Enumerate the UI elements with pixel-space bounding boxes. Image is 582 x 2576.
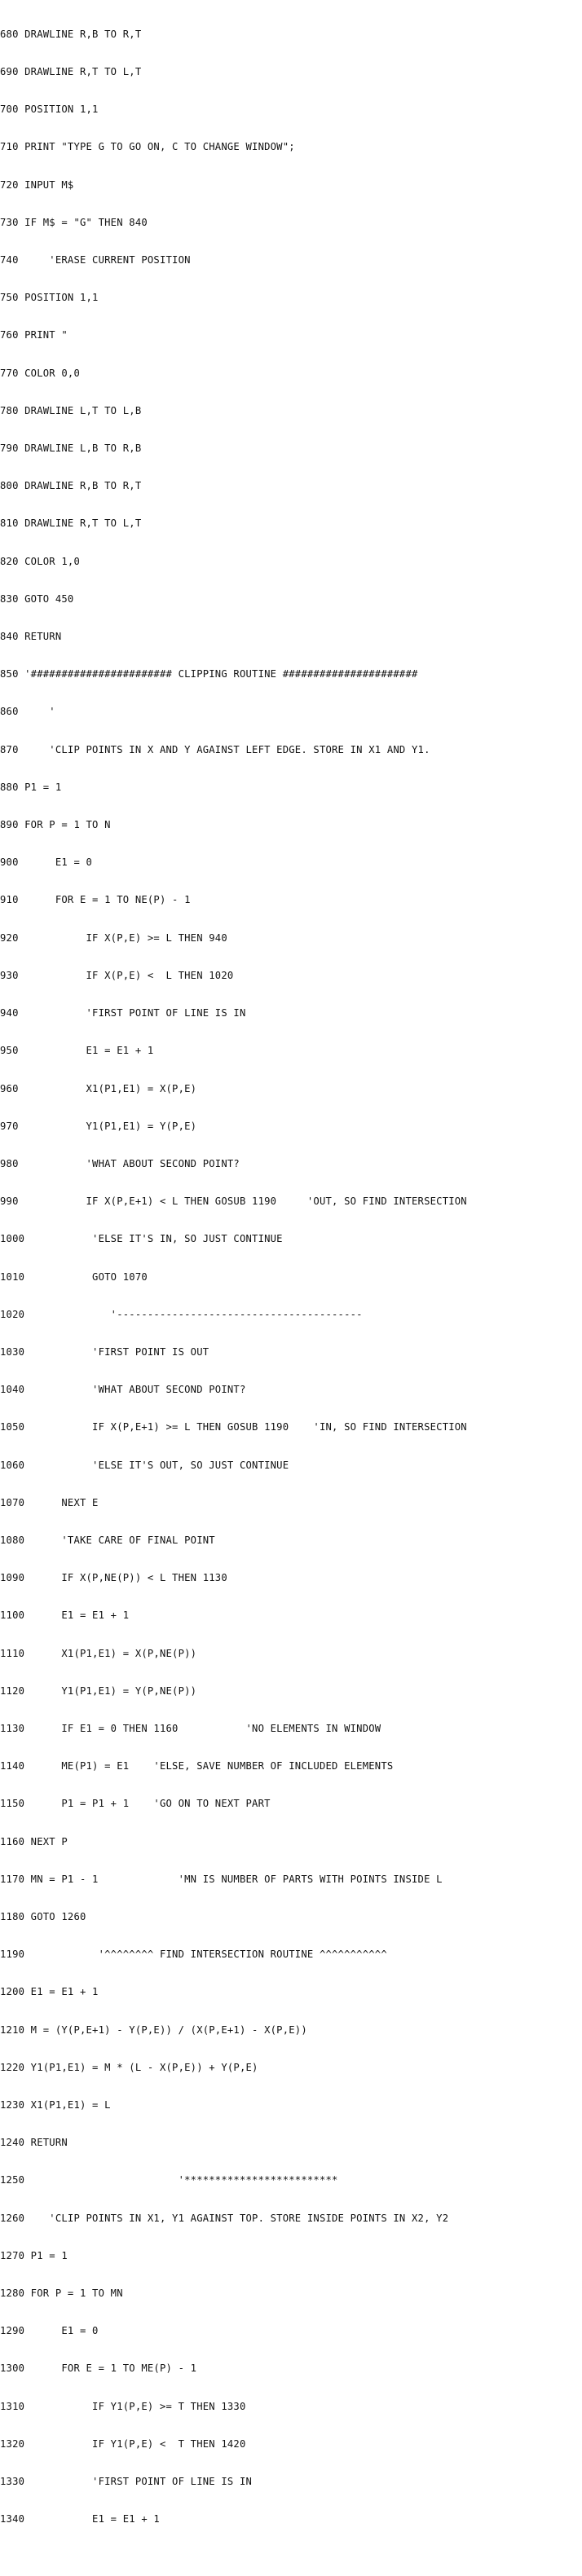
code-line: 1190 '^^^^^^^^ FIND INTERSECTION ROUTINE ^^^^^^^^^^^ <box>0 1949 387 1961</box>
code-line: 870 'CLIP POINTS IN X AND Y AGAINST LEFT EDGE. STORE IN X1 AND Y1. <box>0 743 430 755</box>
program-listing <box>0 3 582 2576</box>
code-line: 1340 E1 = E1 + 1 <box>0 2513 160 2525</box>
code-line: 1210 M = (Y(P,E+1) - Y(P,E)) / (X(P,E+1) - X(P,E)) <box>0 2023 307 2036</box>
code-line: 1040 'WHAT ABOUT SECOND POINT? <box>0 1384 246 1396</box>
code-line: 1030 'FIRST POINT IS OUT <box>0 1345 209 1358</box>
code-line: 990 IF X(P,E+1) < L THEN GOSUB 1190 'OUT, SO FIND INTERSECTION <box>0 1196 467 1208</box>
code-line: 1310 IF Y1(P,E) >= T THEN 1330 <box>0 2400 246 2412</box>
code-line: 720 INPUT M$ <box>0 178 74 191</box>
code-line: 1250 '************************* <box>0 2174 338 2186</box>
code-line: 1010 GOTO 1070 <box>0 1270 148 1283</box>
code-line: 1050 IF X(P,E+1) >= L THEN GOSUB 1190 'IN, SO FIND INTERSECTION <box>0 1421 467 1433</box>
code-line: 880 P1 = 1 <box>0 781 62 793</box>
code-line: 1100 E1 = E1 + 1 <box>0 1609 130 1622</box>
code-line: 1130 IF E1 = 0 THEN 1160 'NO ELEMENTS IN WINDOW <box>0 1722 381 1734</box>
code-line: 960 X1(P1,E1) = X(P,E) <box>0 1082 197 1094</box>
code-line: 950 E1 = E1 + 1 <box>0 1045 154 1057</box>
code-line: 1220 Y1(P1,E1) = M * (L - X(P,E)) + Y(P,E) <box>0 2061 258 2073</box>
code-line: 1200 E1 = E1 + 1 <box>0 1986 99 1998</box>
code-line: 1110 X1(P1,E1) = X(P,NE(P)) <box>0 1647 197 1659</box>
code-line: 680 DRAWLINE R,B TO R,T <box>0 28 142 40</box>
code-line: 820 COLOR 1,0 <box>0 555 80 567</box>
code-line: 1320 IF Y1(P,E) < T THEN 1420 <box>0 2437 246 2450</box>
code-line: 850 '####################### CLIPPING ROUTINE ###################### <box>0 668 418 680</box>
code-line: 810 DRAWLINE R,T TO L,T <box>0 517 142 530</box>
code-line: 1060 'ELSE IT'S OUT, SO JUST CONTINUE <box>0 1459 289 1471</box>
code-line: 920 IF X(P,E) >= L THEN 940 <box>0 931 227 944</box>
code-line: 1020 '---------------------------------------- <box>0 1308 363 1320</box>
code-line: 1160 NEXT P <box>0 1835 68 1847</box>
code-line: 980 'WHAT ABOUT SECOND POINT? <box>0 1157 240 1169</box>
code-line: 1300 FOR E = 1 TO ME(P) - 1 <box>0 2362 197 2375</box>
code-line: 1080 'TAKE CARE OF FINAL POINT <box>0 1534 215 1546</box>
code-line: 840 RETURN <box>0 631 62 643</box>
code-line: 710 PRINT "TYPE G TO GO ON, C TO CHANGE WINDOW"; <box>0 141 295 153</box>
code-line: 760 PRINT " <box>0 329 68 341</box>
code-line: 930 IF X(P,E) < L THEN 1020 <box>0 969 234 981</box>
code-line: 1290 E1 = 0 <box>0 2325 99 2337</box>
code-line: 1120 Y1(P1,E1) = Y(P,NE(P)) <box>0 1684 197 1697</box>
code-line: 790 DRAWLINE L,B TO R,B <box>0 443 142 455</box>
code-line: 1330 'FIRST POINT OF LINE IS IN <box>0 2476 253 2488</box>
code-line: 1180 GOTO 1260 <box>0 1910 86 1922</box>
code-line: 700 POSITION 1,1 <box>0 103 99 116</box>
code-line: 770 COLOR 0,0 <box>0 367 80 379</box>
code-line: 1070 NEXT E <box>0 1496 99 1508</box>
code-line: 1140 ME(P1) = E1 'ELSE, SAVE NUMBER OF INCLUDED ELEMENTS <box>0 1760 394 1772</box>
code-line: 740 'ERASE CURRENT POSITION <box>0 254 191 266</box>
code-line: 800 DRAWLINE R,B TO R,T <box>0 480 142 492</box>
code-line: 1170 MN = P1 - 1 'MN IS NUMBER OF PARTS WITH POINTS INSIDE L <box>0 1873 443 1885</box>
code-line: 1280 FOR P = 1 TO MN <box>0 2288 123 2299</box>
code-line: 1090 IF X(P,NE(P)) < L THEN 1130 <box>0 1572 227 1584</box>
code-line: 910 FOR E = 1 TO NE(P) - 1 <box>0 894 191 906</box>
code-line: 1270 P1 = 1 <box>0 2249 68 2261</box>
code-line: 1000 'ELSE IT'S IN, SO JUST CONTINUE <box>0 1233 283 1245</box>
code-line: 830 GOTO 450 <box>0 592 74 605</box>
code-line: 750 POSITION 1,1 <box>0 292 99 304</box>
code-line: 1230 X1(P1,E1) = L <box>0 2098 111 2111</box>
code-line: 860 ' <box>0 706 55 718</box>
code-line: 780 DRAWLINE L,T TO L,B <box>0 404 142 416</box>
code-line: 1260 'CLIP POINTS IN X1, Y1 AGAINST TOP. STORE INSIDE POINTS IN X2, Y2 <box>0 2212 449 2224</box>
code-line: 730 IF M$ = "G" THEN 840 <box>0 216 148 228</box>
code-line: 970 Y1(P1,E1) = Y(P,E) <box>0 1120 197 1132</box>
code-line: 1150 P1 = P1 + 1 'GO ON TO NEXT PART <box>0 1798 271 1810</box>
code-line: 1240 RETURN <box>0 2137 68 2149</box>
code-line: 900 E1 = 0 <box>0 856 93 869</box>
code-line: 940 'FIRST POINT OF LINE IS IN <box>0 1007 246 1019</box>
code-line <box>0 2551 582 2563</box>
code-line: 690 DRAWLINE R,T TO L,T <box>0 66 142 78</box>
code-line: 890 FOR P = 1 TO N <box>0 819 111 831</box>
